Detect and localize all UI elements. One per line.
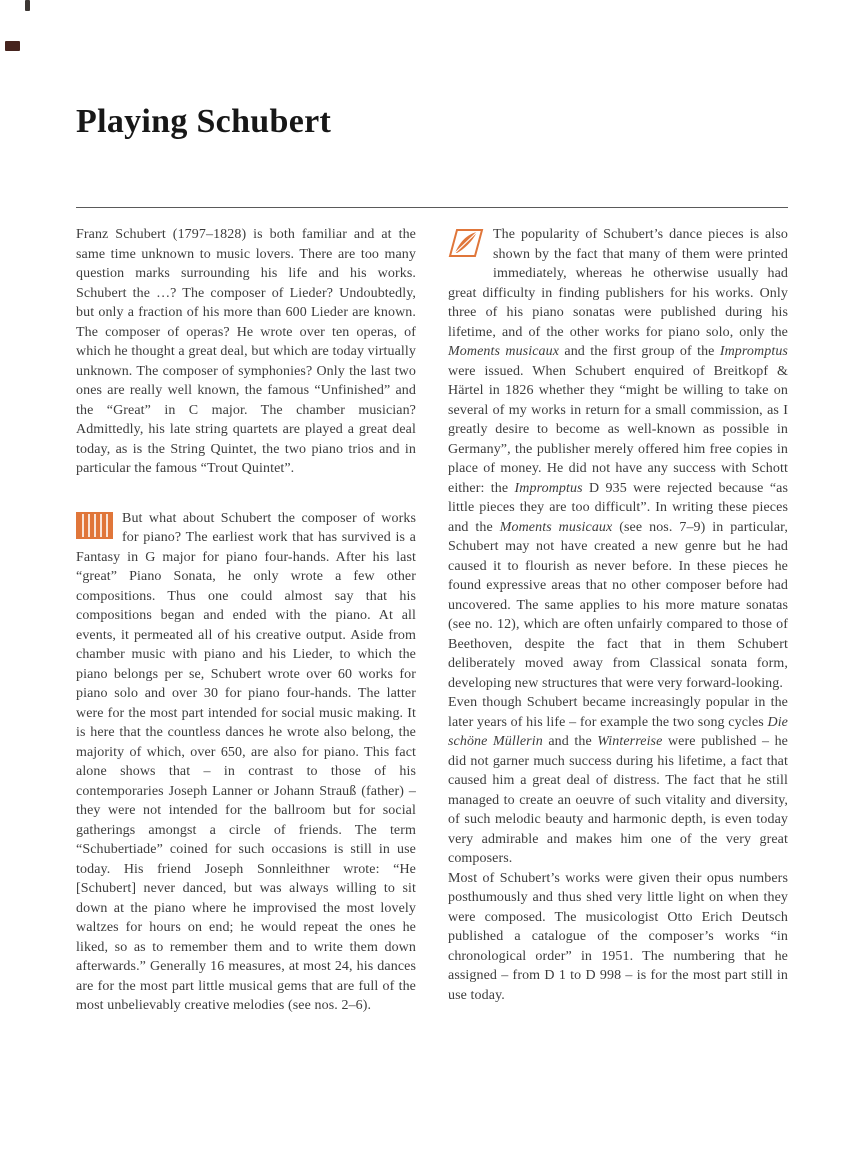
- scan-artifact-mark: [5, 41, 20, 51]
- paragraph: Even though Schubert became increasingly popular in the later years of his life – for example the two song cycles Die schöne Müllerin and the Winterreise were published – he did not garner much success during his lifetime, a fact that caused him a great deal of distress. The fact that he still managed to create an oeuvre of such vitality and diversity, of such melodic beauty and harmonic depth, is even today very admirable and makes him one of the very great composers.: [448, 695, 788, 867]
- paragraph-text: But what about Schubert the composer of works for piano? The earliest work that has survived is a Fantasy in G major for piano four-hands. After his last “great” Piano Sonata, he only wrote a few other compositions. Thus one could almost say that his compositions began and ended with the piano. At all events, it permeated all of his creative output. Aside from chamber music with piano and his Lieder, to which the piano belongs per se, Schubert wrote over 60 works for piano solo and over 30 for piano four-hands. The latter were for the most part intended for social music making. It is here that the countless dances he wrote also belong, the majority of which, over 650, are also for piano. This fact alone shows that – in contrast to those of his contemporaries Joseph Lanner or Johann Strauß (father) – they were not intended for the ballroom but for social gatherings amongst a circle of friends. The term “Schubertiade” coined for such occasions is still in use today. His friend Joseph Sonnleithner wrote: “He [Schubert] never danced, but was always willing to sit down at the piano where he improvised the most lovely waltzes for hours on end; he would repeat the ones he liked, so as to remember them and to write them down afterwards.” Generally 16 measures, at most 24, his dances are for the most part little musical gems that are full of the most unbelievably creative melodies (see nos. 2–6).: [76, 510, 416, 1014]
- paragraph: Franz Schubert (1797–1828) is both familiar and at the same time unknown to music lovers. There are too many question marks surrounding his life and his works. Schubert the …? The composer of Lieder? Undoubtedly, but only a fraction of his more than 600 Lieder are known. The composer of operas? He wrote over ten operas, of which he thought a great deal, but which are today virtually unknown. The composer of symphonies? Only the last two ones are really well known, the famous “Unfinished” and the “Great” in C major. The chamber musician? Admittedly, his late string quartets are played a great deal today, as is the String Quintet, the two piano trios and in particular the famous “Trout Quintet”.: [76, 227, 416, 477]
- paragraph: [448, 225, 788, 693]
- page-content: [76, 103, 788, 1016]
- right-column: [448, 225, 788, 1016]
- piano-keys-icon: [76, 512, 113, 546]
- scan-artifact-mark: [25, 0, 30, 11]
- page-title: Playing Schubert: [76, 103, 332, 140]
- two-column-text: [76, 225, 788, 1016]
- left-column: [76, 225, 416, 1016]
- paragraph: [76, 509, 416, 1016]
- paragraph: Most of Schubert’s works were given their opus numbers posthumously and thus shed very little light on when they were composed. The musicologist Otto Erich Deutsch published a catalogue of the composer’s works “in chronological order” in 1951. The numbering that he assigned – from D 1 to D 998 – is for the most part still in use today.: [448, 870, 788, 1003]
- title-divider: [76, 207, 788, 208]
- quill-icon: [448, 228, 484, 265]
- paragraph-text: The popularity of Schubert’s dance pieces is also shown by the fact that many of them were printed immediately, whereas he otherwise usually had great difficulty in finding publishers for his works. Only three of his piano sonatas were published during his lifetime, and of the other works for piano solo, only the Moments musicaux and the first group of the Impromptus were issued. When Schubert enquired of Breitkopf & Härtel in 1826 whether they “might be willing to take on several of my works in return for a small commission, as I greatly desire to become as well-known as possible in Germany”, the publisher merely offered him free copies in place of money. He did not have any success with Schott either: the Impromptus D 935 were rejected because “as little pieces they are too difficult”. In writing these pieces and the Moments musicaux (see nos. 7–9) in particular, Schubert may not have created a new genre but he had caused it to flourish as never before. In these pieces he found expressive areas that no other composer before had uncovered. The same applies to his more mature sonatas (see no. 12), which are often unfairly compared to those of Beethoven, despite the fact that in them Schubert deliberately moved away from Classical sonata form, developing new structures that were very forward-looking.: [448, 227, 788, 691]
